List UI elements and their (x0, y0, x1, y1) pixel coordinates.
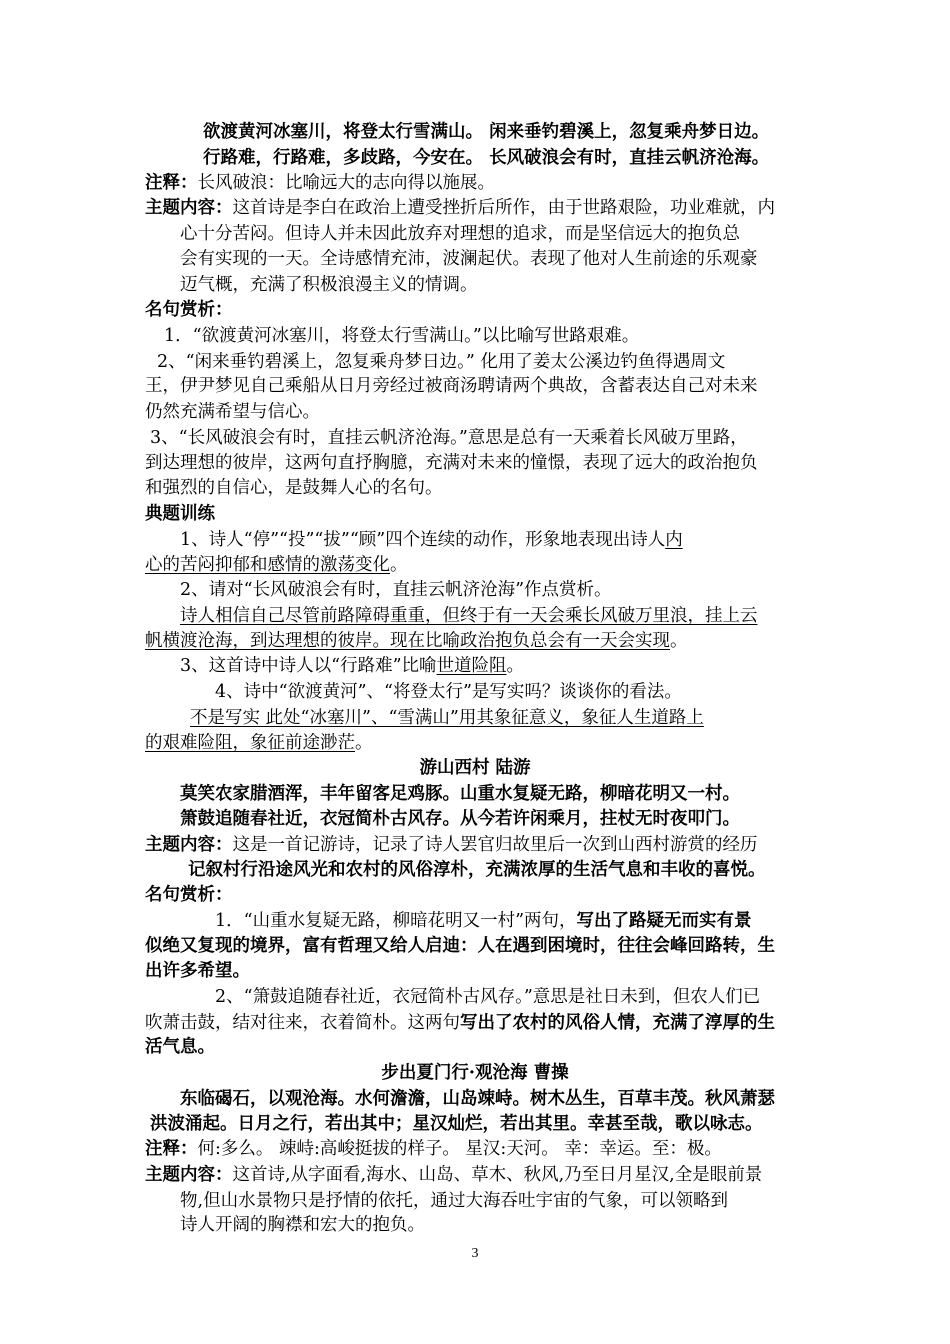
punctuation: 。 (670, 631, 688, 651)
answer-text: 的艰难险阻，象征前途渺茫 (145, 733, 355, 753)
theme-text: 记叙村行沿途风光和农村的风俗淳朴，充满浓厚的生活气息和丰收的喜悦。 (188, 860, 766, 880)
answer-text: 帆横渡沧海，到达理想的彼岸。现在比喻政治抱负总会有一天会实现 (145, 631, 670, 651)
theme-text: 诗人开阔的胸襟和宏大的抱负。 (180, 1215, 425, 1235)
poem1-note (145, 169, 495, 197)
theme-text: 迈气概，充满了积极浪漫主义的情调。 (180, 275, 478, 295)
punctuation: 。 (390, 555, 408, 575)
punctuation: 。 (355, 733, 373, 753)
appreciation-line: 1．“欲渡黄河冰塞川，将登太行雪满山。”以比喻写世路艰难。 (164, 326, 640, 346)
theme-text: 会有实现的一天。全诗感情充沛，波澜起伏。表现了他对人生前途的乐观豪 (180, 249, 758, 269)
appreciation-label: 名句赏析： (145, 885, 233, 905)
note-label: 注释： (145, 173, 198, 193)
poem2-title: 游山西村 陆游 (419, 758, 531, 778)
appreciation-line: 2、“箫鼓追随春社近，衣冠简朴古风存。”意思是社日未到，但农人们已 (215, 987, 761, 1007)
theme-text: 心十分苦闷。但诗人并未因此放弃对理想的追求，而是坚信远大的抱负总 (180, 224, 740, 244)
appreciation-label: 名句赏析： (145, 300, 233, 320)
appreciation-text: 吹萧击鼓，结对往来，衣着简朴。这两句 (145, 1013, 460, 1033)
poem2-verse-line-2: 箫鼓追随春社近，衣冠简朴古风存。从今若许闲乘月，拄杖无时夜叩门。 (180, 809, 740, 829)
note-text: 长风破浪：比喻远大的志向得以施展。 (197, 173, 495, 193)
appreciation-line: 到达理想的彼岸，这两句直抒胸臆，充满对未来的憧憬，表现了远大的政治抱负 (145, 453, 758, 473)
note-text: 何:多么。 竦峙:高峻挺拔的样子。 星汉:天河。 幸：幸运。至：极。 (197, 1139, 722, 1159)
appreciation-line: 仍然充满希望与信心。 (145, 402, 320, 422)
answer-text: 心的苦闷抑郁和感情的激荡变化 (145, 555, 390, 575)
question-4-answer: 不是写实 此处“冰塞川”、“雪满山”用其象征意义，象征人生道路上 (190, 708, 704, 728)
appreciation-line: 出许多希望。 (145, 961, 250, 981)
appreciation-line: 王，伊尹梦见自己乘船从日月旁经过被商汤聘请两个典故，含蓄表达自己对未来 (145, 376, 758, 396)
poem3-verse-line-1: 东临碣石，以观沧海。水何澹澹，山岛竦峙。树木丛生，百草丰茂。秋风萧瑟 (180, 1089, 775, 1109)
question-2-answer (145, 627, 688, 655)
poem2-theme (145, 831, 758, 859)
appreciation-text: 1．“山重水复疑无路，柳暗花明又一村”两句， (215, 911, 577, 931)
appreciation-line: 似绝又复现的境界，富有哲理又给人启迪：人在遇到困境时，往往会峰回路转，生 (145, 936, 775, 956)
question-4-answer (145, 729, 373, 757)
note-label: 注释： (145, 1139, 198, 1159)
theme-label: 主题内容： (145, 835, 233, 855)
question-3 (180, 652, 524, 680)
appreciation-line (215, 907, 752, 935)
training-label: 典题训练 (145, 504, 215, 524)
page-number: 3 (471, 1246, 479, 1261)
poem1-verse-line-2: 行路难，行路难，多歧路，今安在。 长风破浪会有时，直挂云帆济沧海。 (203, 148, 770, 168)
question-text: 1、诗人“停”“投”“拔”“顾”四个连续的动作，形象地表现出诗人 (180, 530, 666, 550)
appreciation-line: 3、“长风破浪会有时，直挂云帆济沧海。”意思是总有一天乘着长风破万里路， (150, 428, 748, 448)
punctuation: 。 (506, 656, 525, 676)
appreciation-emphasis: 写出了农村的风俗人情，充满了淳厚的生 (460, 1013, 775, 1033)
poem3-theme (145, 1161, 762, 1189)
question-1 (180, 526, 683, 554)
answer-text: 内 (665, 530, 683, 550)
question-2-answer: 诗人相信自己尽管前路障碍重重，但终于有一天会乘长风破万里浪，挂上云 (180, 606, 758, 626)
question-4: 4、诗中“欲渡黄河”、“将登太行”是写实吗？谈谈你的看法。 (215, 682, 682, 702)
question-text: 3、这首诗中诗人以“行路难”比喻 (180, 656, 437, 676)
theme-text: 这是一首记游诗，记录了诗人罢官归故里后一次到山西村游赏的经历 (232, 835, 758, 855)
theme-text: 这首诗,从字面看,海水、山岛、草木、秋风,乃至日月星汉,全是眼前景 (232, 1165, 763, 1185)
answer-text: 世道险阻 (436, 656, 507, 676)
theme-text: 物,但山水景物只是抒情的依托，通过大海吞吐宇宙的气象，可以领略到 (180, 1191, 729, 1211)
appreciation-line: 活气息。 (145, 1037, 215, 1057)
question-1-answer (145, 551, 408, 579)
appreciation-line: 和强烈的自信心，是鼓舞人心的名句。 (145, 478, 443, 498)
poem3-verse-line-2: 洪波涌起。日月之行，若出其中；星汉灿烂，若出其里。幸甚至哉，歌以咏志。 (150, 1114, 763, 1134)
theme-text: 这首诗是李白在政治上遭受挫折后所作，由于世路艰险，功业难就，内 (232, 198, 775, 218)
poem2-verse-line-1: 莫笑农家腊酒浑，丰年留客足鸡豚。山重水复疑无路，柳暗花明又一村。 (180, 784, 740, 804)
theme-label: 主题内容： (145, 1165, 233, 1185)
appreciation-emphasis: 写出了路疑无而实有景 (576, 911, 752, 931)
poem1-theme (145, 194, 775, 222)
theme-label: 主题内容： (145, 198, 233, 218)
poem1-verse-line-1: 欲渡黄河冰塞川，将登太行雪满山。 闲来垂钓碧溪上，忽复乘舟梦日边。 (203, 122, 770, 142)
question-2: 2、请对“长风破浪会有时，直挂云帆济沧海”作点赏析。 (180, 580, 612, 600)
poem3-title: 步出夏门行·观沧海 曹操 (381, 1063, 569, 1083)
appreciation-line: 2、“闲来垂钓碧溪上，忽复乘舟梦日边。” 化用了姜太公溪边钓鱼得遇周文 (157, 352, 726, 372)
appreciation-line (145, 1009, 775, 1037)
poem3-note (145, 1135, 722, 1163)
